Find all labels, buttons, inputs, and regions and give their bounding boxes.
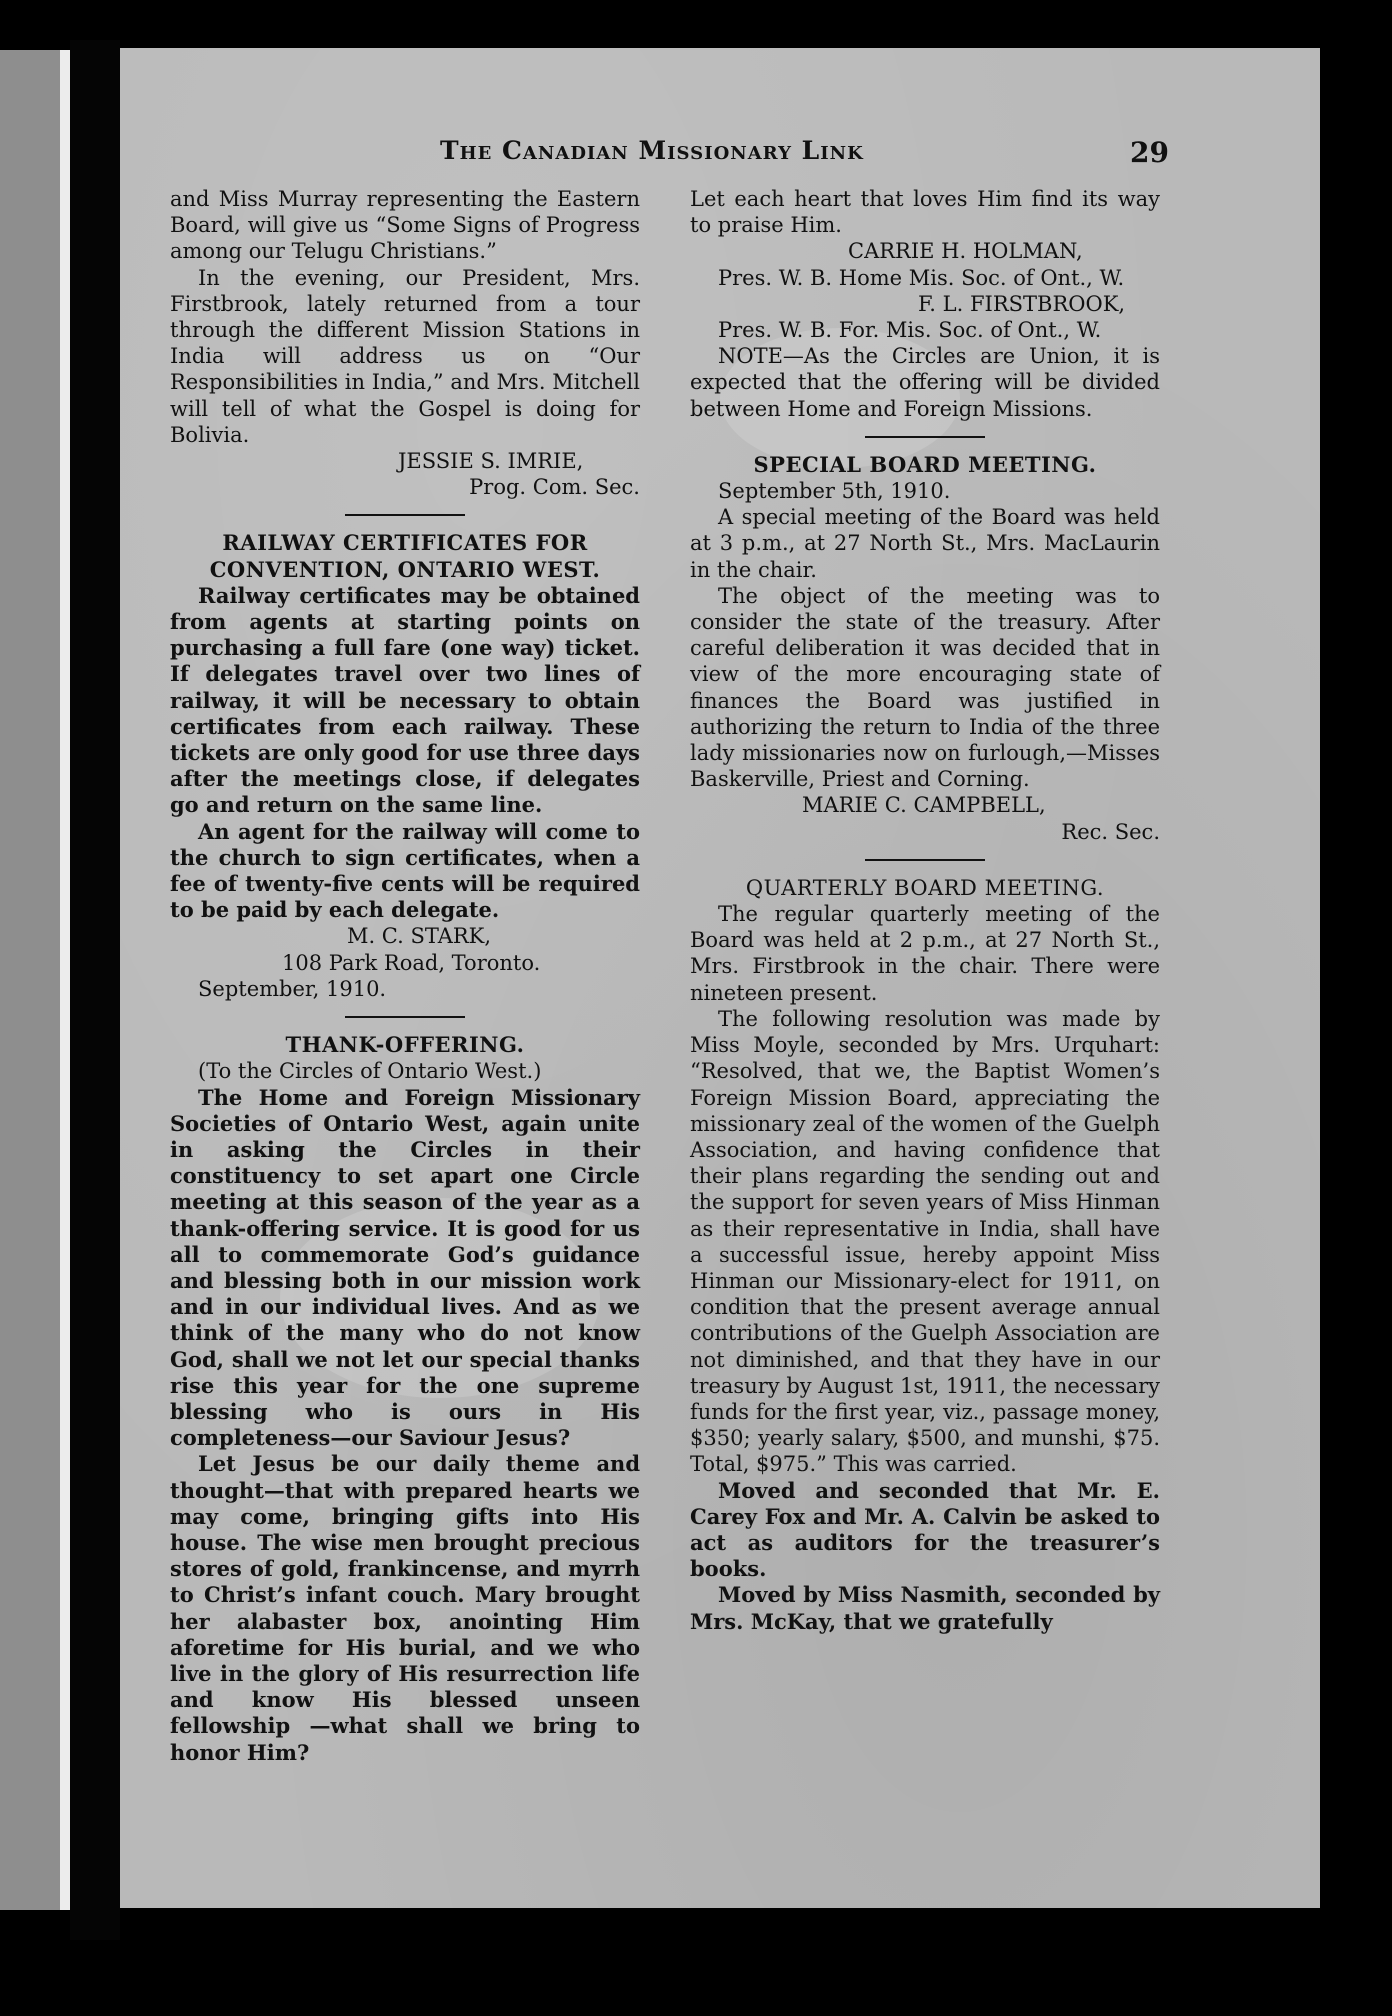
section-divider — [345, 514, 465, 516]
special-meeting-paragraph: The object of the meeting was to consider the state of the treasury. After careful deliberation it was decided that in view of the more encouraging state of finances the Board was justified in authorizing the return to India of the three lady missionaries now on furlough,—Misses Baskerville, Priest and Corning. — [690, 583, 1160, 792]
intro-paragraph: and Miss Murray representing the Eastern Board, will give us “Some Signs of Progress among our Telugu Christians.” — [170, 187, 640, 264]
quarterly-meeting-paragraph: The following resolution was made by Miss Moyle, seconded by Mrs. Urquhart: “Resolved, that we, the Baptist Women’s Foreign Mission Board, appreciating the missionary zeal of the women of the Guelph Association, and having confidence that their plans regarding the sending out and the support for seven years of Miss Hinman as their representative in India, shall have a successful issue, hereby appoint Miss Hinman our Missionary-elect for 1911, on condition that the present average annual contributions of the Guelph Association are not diminished, and that they have in our treasury by August 1st, 1911, the necessary funds for the first year, viz., passage money, $350; yearly salary, $500, and munshi, $75. Total, $975.” This was carried. — [690, 1006, 1160, 1477]
magazine-page — [120, 48, 1320, 1908]
thank-offering-paragraph: The Home and Foreign Missionary Societies of Ontario West, again unite in asking the Circles in their constituency to set apart one Circle meeting at this season of the year as a thank-offering service. It is good for us all to commemorate God’s guidance and blessing both in our mission work and in our individual lives. And as we think of the many who do not know God, shall we not let our special thanks rise this year for the one supreme blessing who is ours in His completeness—our Saviour Jesus? — [170, 1084, 640, 1451]
page-number: 29 — [1130, 136, 1169, 169]
intro-paragraph: In the evening, our President, Mrs. Firstbrook, lately returned from a tour through the different Mission Stations in India will address us on “Our Responsibilities in India,” and Mrs. Mitchell will tell of what the Gospel is doing for Bolivia. — [170, 265, 640, 447]
signature-title: Rec. Sec. — [1061, 819, 1160, 844]
note-paragraph: NOTE—As the Circles are Union, it is expected that the offering will be divided between Home and Foreign Missions. — [690, 344, 1160, 421]
signature-title: Pres. W. B. Home Mis. Soc. of Ont., W. — [718, 265, 1125, 290]
right-column — [690, 186, 1160, 1635]
quarterly-meeting-paragraph: The regular quarterly meeting of the Board was held at 2 p.m., at 27 North St., Mrs. Firstbrook in the chair. There were nineteen present. — [690, 902, 1160, 1005]
signature-name: CARRIE H. HOLMAN, — [848, 239, 1083, 264]
thank-offering-subheading: (To the Circles of Ontario West.) — [198, 1059, 542, 1084]
railway-paragraph: An agent for the railway will come to the church to sign certificates, when a fee of twenty-five cents will be required to be paid by each delegate. — [170, 818, 640, 923]
thank-offering-continued: Let each heart that loves Him find its way to praise Him. — [690, 187, 1160, 238]
quarterly-meeting-heading: QUARTERLY BOARD MEETING. — [745, 875, 1105, 900]
section-divider — [865, 859, 985, 861]
page-gutter — [60, 50, 70, 1910]
signature-name: MARIE C. CAMPBELL, — [802, 793, 1046, 818]
quarterly-meeting-paragraph: Moved by Miss Nasmith, seconded by Mrs. McKay, that we gratefully — [690, 1582, 1160, 1634]
previous-page-edge — [0, 50, 70, 1910]
signature-name: M. C. STARK, — [346, 924, 492, 949]
signature-title: Pres. W. B. For. Mis. Soc. of Ont., W. — [718, 318, 1102, 343]
running-head — [120, 136, 1320, 176]
section-divider — [865, 436, 985, 438]
thank-offering-heading: THANK-OFFERING. — [285, 1032, 525, 1058]
quarterly-meeting-paragraph: Moved and seconded that Mr. E. Carey Fox and Mr. A. Calvin be asked to act as auditors for the treasurer’s books. — [690, 1477, 1160, 1582]
special-meeting-heading: SPECIAL BOARD MEETING. — [753, 451, 1097, 477]
thank-offering-paragraph: Let Jesus be our daily theme and thought—that with prepared hearts we may come, bringing gifts into His house. The wise men brought precious stores of gold, frankincense, and myrrh to Christ’s infant couch. Mary brought her alabaster box, anointing Him aforetime for His burial, and we who live in the glory of His resurrection life and know His blessed unseen fellowship —what shall we bring to honor Him? — [170, 1451, 640, 1765]
section-divider — [345, 1016, 465, 1018]
railway-heading: RAILWAY CERTIFICATES FOR CONVENTION, ONTARIO WEST. — [209, 530, 601, 582]
running-title: The Canadian Missionary Link — [440, 136, 864, 165]
binding-shadow — [70, 40, 120, 1940]
signature-address: 108 Park Road, Toronto. — [282, 950, 541, 975]
signature-name: JESSIE S. IMRIE, — [398, 449, 584, 474]
special-meeting-date: September 5th, 1910. — [718, 479, 951, 504]
signature-name: F. L. FIRSTBROOK, — [918, 291, 1126, 316]
special-meeting-paragraph: A special meeting of the Board was held at 3 p.m., at 27 North St., Mrs. MacLaurin in the chair. — [690, 505, 1160, 582]
left-column — [170, 186, 640, 1766]
railway-paragraph: Railway certificates may be obtained from agents at starting points on purchasing a full fare (one way) ticket. If delegates travel over two lines of railway, it will be necessary to obtain certificates from each railway. These tickets are only good for use three days after the meetings close, if delegates go and return on the same line. — [170, 582, 640, 818]
signature-title: Prog. Com. Sec. — [469, 475, 640, 500]
signature-date: September, 1910. — [198, 976, 387, 1001]
